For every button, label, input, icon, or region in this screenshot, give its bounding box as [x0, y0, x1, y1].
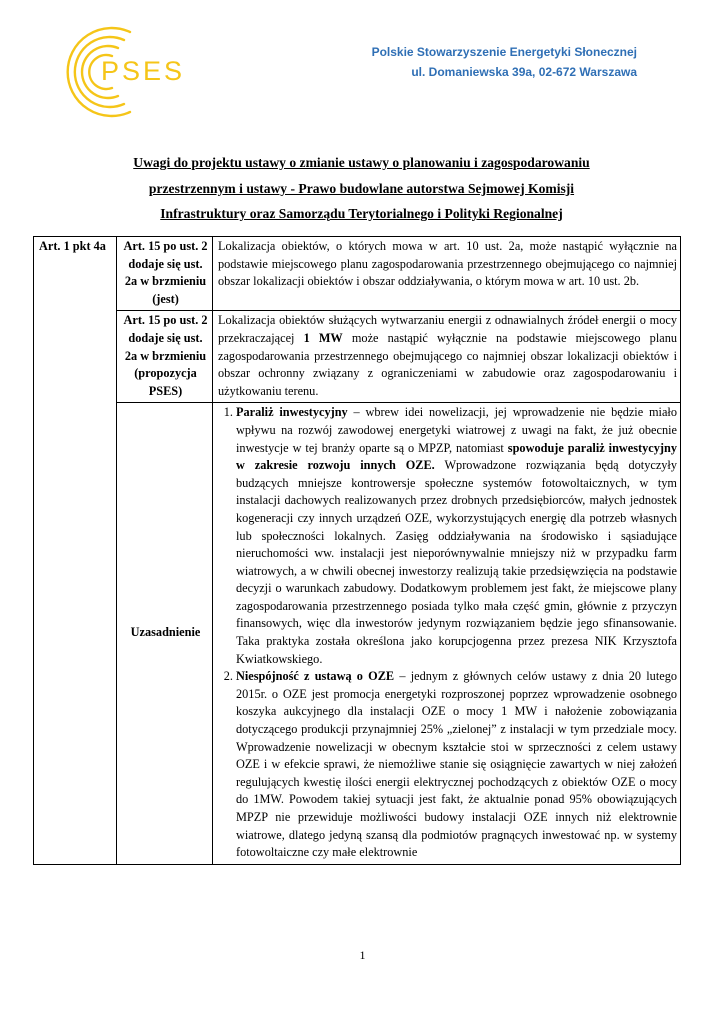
- row-label: Art. 15 po ust. 2 dodaje się ust. 2a w brzmieniu (jest): [117, 237, 213, 311]
- title-line-3: Infrastruktury oraz Samorządu Terytorialnego i Polityki Regionalnej: [160, 206, 563, 221]
- document-title: [60, 150, 663, 227]
- table-row: [34, 403, 681, 864]
- list-item: 1. Paraliż inwestycyjny – wbrew idei nowelizacji, jej wprowadzenie nie będzie miało wpływu na rozwój zawodowej energetyki wiatrowej z uwagi na fakt, że już obecnie inwestycje w tej branży oparte są o MPZP, natomiast spowoduje paraliż inwestycyjny w zakresie rozwoju innych OZE. Wprowadzone rozwiązania będą dotyczyły budzących mniejsze kontrowersje społeczne systemów fotowoltaicznych, w tym instalacji dachowych realizowanych przez drobnych przedsiębiorców, małych jednostek kogeneracji czy innych urządzeń OZE, wykorzystujących energię dla potrzeb własnych lub społeczności lokalnych. Zasięg oddziaływania na środowisko i sąsiadujące nieruchomości ww. instalacji jest nieporównywalnie mniejszy niż w przypadku farm wiatrowych, a w chwili obecnej inwestorzy realizują takie przedsięwzięcia na podstawie decyzji o warunkach zabudowy. Dodatkowym problemem jest fakt, że miejscowe plany zagospodarowania przestrzennego posiada tylko mała część gmin, głównie z przyczyn finansowych, więc dla inwestorów jedynym rozwiązaniem będzie jego sfinansowanie. Taka praktyka została określona jako korupcjogenna przez prezesa NIK Krzysztofa Kwiatkowskiego.: [236, 404, 677, 668]
- title-line-2: przestrzennym i ustawy - Prawo budowlane autorstwa Sejmowej Komisji: [148, 180, 575, 196]
- table-row: [34, 311, 681, 403]
- organization-name: Polskie Stowarzyszenie Energetyki Słonecznej: [371, 45, 637, 59]
- comments-table: [33, 236, 681, 865]
- justification-label: Uzasadnienie: [117, 403, 213, 864]
- title-line-1: Uwagi do projektu ustawy o zmianie ustawy o planowaniu i zagospodarowaniu: [133, 155, 590, 170]
- table-row: [34, 237, 681, 311]
- justification-text: [213, 403, 681, 864]
- list-item: 2. Niespójność z ustawą o OZE – jednym z głównych celów ustawy z dnia 20 lutego 2015r. o OZE jest promocja energetyki rozproszonej poprzez wprowadzenie osobnego koszyka aukcyjnego dla instalacji OZE o mocy 1 MW i nałożenie zobowiązania dotyczącego produkcji przynajmniej 25% „zielonej” z instalacji w tym przedziale mocy. Wprowadzenie nowelizacji w obecnym kształcie stoi w sprzeczności z celem ustawy OZE i w efekcie sprawi, że niemożliwe stanie się osiągnięcie zawartych w niej założeń regulujących kwestię ilości energii elektrycznej pochodzących z obiektów OZE o mocy do 1MW. Powodem takiej sytuacji jest fakt, że aktualnie ponad 95% obowiązujących MPZP nie przewiduje możliwości budowy instalacji OZE innych niż elektrownie wiatrowe, dlatego jedyną szansą dla podmiotów pragnących inwestować np. w systemy fotowoltaiczne czy małe elektrownie: [236, 668, 677, 862]
- row-label: Art. 15 po ust. 2 dodaje się ust. 2a w brzmieniu (propozycja PSES): [117, 311, 213, 403]
- organization-address: ul. Domaniewska 39a, 02-672 Warszawa: [411, 65, 637, 79]
- row-text: Lokalizacja obiektów służących wytwarzaniu energii z odnawialnych źródeł energii o mocy przekraczającej 1 MW może nastąpić wyłącznie na podstawie miejscowego planu zagospodarowania przestrzennego obejmującego co najmniej obszar lokalizacji obiektów i obszar ochronny związany z ograniczeniami w zabudowie oraz zagospodarowaniu i użytkowaniu terenu.: [213, 311, 681, 403]
- article-cell: Art. 1 pkt 4a: [34, 237, 117, 865]
- logo-text: PSES: [101, 56, 186, 86]
- organization-header: [372, 42, 637, 82]
- page-number: 1: [359, 948, 366, 962]
- pses-logo: [46, 24, 196, 120]
- row-text: Lokalizacja obiektów, o których mowa w art. 10 ust. 2a, może nastąpić wyłącznie na podstawie miejscowego planu zagospodarowania przestrzennego obejmującego co najmniej obszar lokalizacji obiektów i obszar oddziaływania, o którym mowa w art. 10 ust. 2b.: [213, 237, 681, 311]
